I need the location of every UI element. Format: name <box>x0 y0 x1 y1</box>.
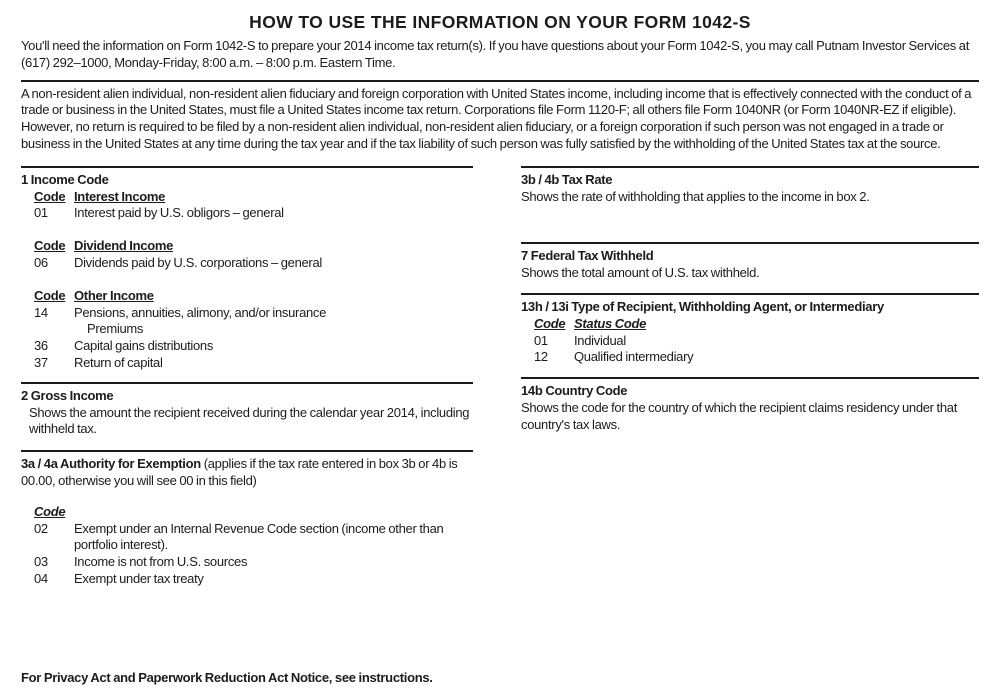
right-column <box>521 166 979 588</box>
code-row <box>34 355 473 372</box>
code-description: Exempt under an Internal Revenue Code section (income other than portfolio interest). <box>74 520 444 553</box>
code-column-header: Code <box>34 238 66 254</box>
code-group-header <box>34 504 473 521</box>
section-tax-rate <box>521 166 979 206</box>
code-description <box>74 305 473 339</box>
code-value: 12 <box>534 349 548 365</box>
status-code-column-header: Status Code <box>574 315 647 331</box>
code-column-header: Code <box>34 188 66 204</box>
code-description: Capital gains distributions <box>74 338 214 354</box>
section-recipient-type <box>521 293 979 366</box>
column-gap <box>473 166 521 588</box>
recipient-type-code-table <box>521 316 979 366</box>
privacy-act-notice: For Privacy Act and Paperwork Reduction Act Notice, see instructions. <box>21 670 433 686</box>
section-federal-tax-withheld <box>521 242 979 282</box>
code-group-header <box>34 238 473 255</box>
section-income-code <box>21 166 473 372</box>
code-value: 14 <box>34 304 48 320</box>
code-value: 01 <box>34 205 48 221</box>
section-divider <box>21 450 473 452</box>
code-group-header <box>34 288 473 305</box>
code-row <box>34 305 473 339</box>
code-value: 01 <box>534 332 548 348</box>
overview-paragraph: A non-resident alien individual, non-resident alien fiduciary and foreign corporation with United States income, including income that is effectively connected with the conduct of a trade or business in the United States, must file a United States income tax return. Corporations file Form 1120-F; all others file Form 1040NR (or Form 1040NR-EZ if eligible). However, no return is required to be filed by a non-resident alien individual, non-resident alien fiduciary, or a foreign corporation if such person was not engaged in a trade or business in the United States at any time during the tax year and if the tax liability of such person was fully satisfied by the withholding of the United States tax at the source. <box>21 85 972 151</box>
code-group-interest-income <box>34 189 473 223</box>
code-description: Qualified intermediary <box>574 349 694 365</box>
code-row <box>34 554 473 571</box>
section-heading-tax-rate: 3b / 4b Tax Rate <box>521 171 613 187</box>
section-divider <box>21 382 473 384</box>
code-group-header <box>34 189 473 206</box>
page-title: HOW TO USE THE INFORMATION ON YOUR FORM 1042-S <box>249 12 751 32</box>
code-value: 37 <box>34 354 48 370</box>
section-heading-exemption <box>21 456 473 490</box>
code-group-dividend-income <box>34 238 473 272</box>
code-group-header <box>534 316 979 333</box>
code-value: 03 <box>34 554 48 570</box>
section-divider <box>521 166 979 168</box>
two-column-layout <box>21 166 979 588</box>
code-description-line2: Premiums <box>87 321 144 337</box>
code-description: Income is not from U.S. sources <box>74 554 248 570</box>
code-value: 02 <box>34 520 48 536</box>
top-divider <box>21 80 979 82</box>
country-code-body: Shows the code for the country of which the recipient claims residency under that country's tax laws. <box>521 399 958 432</box>
section-gross-income <box>21 382 473 438</box>
code-description: Return of capital <box>74 354 163 370</box>
intro-paragraph: You'll need the information on Form 1042-S to prepare your 2014 income tax return(s). If you have questions about your Form 1042-S, you may call Putnam Investor Services at (617) 292–1000, Monday-Friday, 8:00 a.m. – 8:00 p.m. Eastern Time. <box>21 38 970 70</box>
section-heading-recipient-type: 13h / 13i Type of Recipient, Withholding Agent, or Intermediary <box>521 298 884 314</box>
code-description: Exempt under tax treaty <box>74 570 204 586</box>
code-description: Interest paid by U.S. obligors – general <box>74 205 284 221</box>
code-value: 04 <box>34 570 48 586</box>
section-heading-gross-income: 2 Gross Income <box>21 387 114 403</box>
code-row <box>34 521 473 555</box>
code-column-header: Code <box>34 503 66 519</box>
left-column <box>21 166 473 588</box>
code-row <box>534 349 979 366</box>
exemption-heading-note: (applies if the tax rate entered in box 3b or 4b is 00.00, otherwise you will see 00 in this field) <box>21 456 458 488</box>
section-divider <box>521 293 979 295</box>
code-column-header: Code <box>534 315 566 331</box>
code-group-other-income <box>34 288 473 372</box>
group-title: Dividend Income <box>74 238 174 254</box>
code-row <box>534 333 979 350</box>
section-divider <box>21 166 473 168</box>
code-value: 06 <box>34 254 48 270</box>
income-code-table <box>21 189 473 372</box>
section-heading-federal-tax-withheld: 7 Federal Tax Withheld <box>521 248 654 264</box>
group-title: Interest Income <box>74 188 166 204</box>
federal-tax-withheld-body: Shows the total amount of U.S. tax withheld. <box>521 265 760 281</box>
code-description: Dividends paid by U.S. corporations – general <box>74 254 322 270</box>
code-row <box>34 205 473 222</box>
section-heading-income-code: 1 Income Code <box>21 171 109 187</box>
code-description-line1: Pensions, annuities, alimony, and/or insurance <box>74 304 327 320</box>
group-title: Other Income <box>74 287 154 303</box>
section-authority-for-exemption <box>21 450 473 588</box>
code-description: Individual <box>574 332 626 348</box>
tax-rate-body: Shows the rate of withholding that applies to the income in box 2. <box>521 188 870 204</box>
section-heading-country-code: 14b Country Code <box>521 383 628 399</box>
section-country-code <box>521 377 979 433</box>
code-column-header: Code <box>34 287 66 303</box>
code-row <box>34 571 473 588</box>
code-row <box>34 338 473 355</box>
exemption-heading-bold: 3a / 4a Authority for Exemption <box>21 456 201 472</box>
section-divider <box>521 377 979 379</box>
exemption-code-table <box>21 504 473 588</box>
code-value: 36 <box>34 338 48 354</box>
code-row <box>34 255 473 272</box>
section-divider <box>521 242 979 244</box>
gross-income-body: Shows the amount the recipient received during the calendar year 2014, including withheld tax. <box>29 404 470 437</box>
